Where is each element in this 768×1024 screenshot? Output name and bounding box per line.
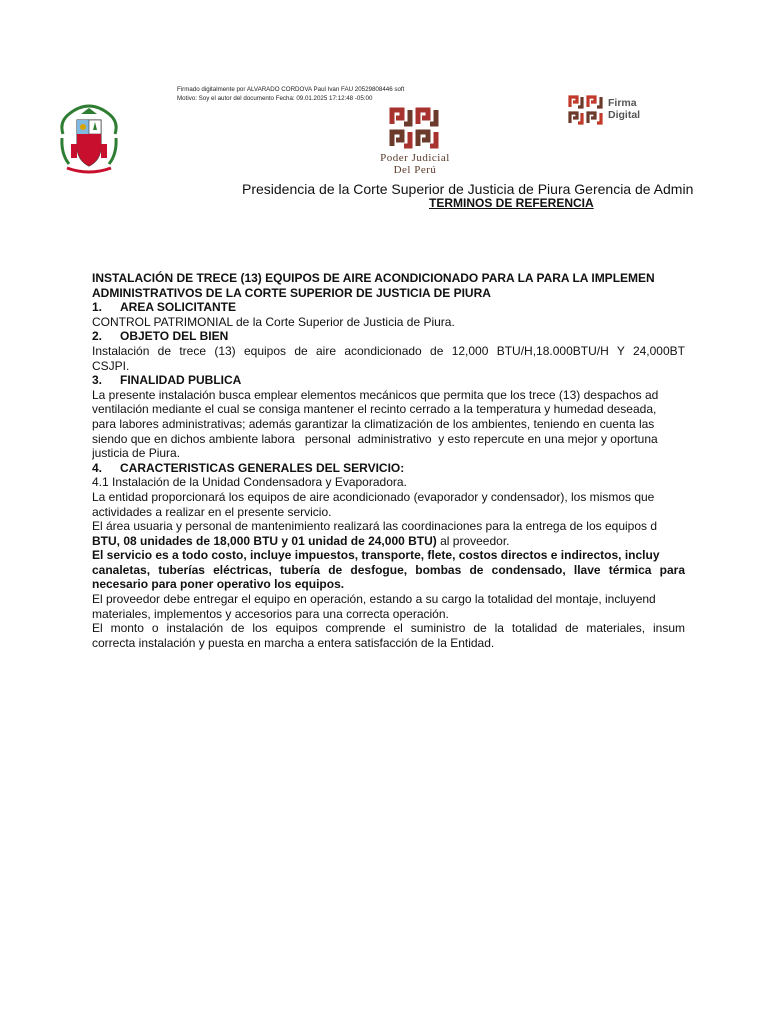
- fd-wordmark-line1: Firma: [608, 97, 637, 109]
- paragraph-2-line-2: [92, 534, 685, 549]
- paragraph-3-line-3: necesario para poner operativo los equipos.: [92, 577, 345, 592]
- paragraph-5-line-2: correcta instalación y puesta en marcha a entera satisfacción de la Entidad.: [92, 635, 495, 650]
- section-3-line-5: justicia de Piura.: [92, 446, 181, 461]
- poder-judicial-logo-icon: [388, 106, 440, 150]
- document-title: TERMINOS DE REFERENCIA: [429, 196, 594, 210]
- paragraph-4-line-2: materiales, implementos y accesorios para una correcta operación.: [92, 606, 449, 621]
- section-title: FINALIDAD PUBLICA: [120, 373, 242, 388]
- section-heading-3: [92, 373, 685, 388]
- paragraph-1-line-1: La entidad proporcionará los equipos de aire acondicionado (evaporador y condensador), los mismos que: [92, 489, 655, 504]
- section-3-line-3: para labores administrativas; además garantizar la climatización de los ambientes, teniendo en cuenta las: [92, 416, 655, 431]
- document-body: [92, 271, 685, 650]
- section-heading-1: [92, 300, 685, 315]
- paragraph-2-line-1: El área usuaria y personal de mantenimiento realizará las coordinaciones para la entrega de los equipos d: [92, 519, 658, 534]
- subsection-4-1: 4.1 Instalación de la Unidad Condensadora y Evaporadora.: [92, 475, 407, 490]
- subject-title-line-2: ADMINISTRATIVOS DE LA CORTE SUPERIOR DE JUSTICIA DE PIURA: [92, 285, 491, 300]
- institution-header: Presidencia de la Corte Superior de Justicia de Piura Gerencia de Admin: [242, 181, 694, 197]
- section-number: 1.: [92, 300, 103, 315]
- pj-wordmark-line2: Del Perú: [393, 164, 437, 176]
- paragraph-3-line-1: El servicio es a todo costo, incluye impuestos, transporte, flete, costos directos e indirectos, incluy: [92, 548, 660, 563]
- fd-wordmark-line2: Digital: [608, 109, 641, 121]
- paragraph-4-line-1: El proveedor debe entregar el equipo en operación, estando a su cargo la totalidad del montaje, incluyend: [92, 592, 656, 607]
- section-2-line-2: CSJPI.: [92, 358, 130, 373]
- pj-wordmark-line1: Poder Judicial: [380, 152, 450, 164]
- section-title: AREA SOLICITANTE: [120, 300, 236, 315]
- section-2-line-1: Instalación de trece (13) equipos de aire acondicionado de 12,000 BTU/H,18.000BTU/H Y 24,000BT: [92, 343, 685, 358]
- signature-line-2: Motivo: Soy el autor del documento Fecha: 09.01.2025 17:12:48 -05:00: [177, 94, 373, 102]
- paragraph-5-line-1: El monto o instalación de los equipos comprende el suministro de la totalidad de materiales, insum: [92, 621, 685, 636]
- firma-digital-logo-icon: [568, 94, 604, 126]
- section-3-line-1: La presente instalación busca emplear elementos mecánicos que permita que los trece (13) despachos ad: [92, 387, 659, 402]
- section-3-line-4: siendo que en dichos ambiente labora personal administrativo y esto repercute en una mejor y oportuna: [92, 431, 658, 446]
- firma-digital-wordmark: [608, 97, 640, 121]
- peru-coat-of-arms-icon: [57, 104, 121, 176]
- section-title: CARACTERISTICAS GENERALES DEL SERVICIO:: [120, 460, 405, 475]
- paragraph-1-line-2: actividades a realizar en el presente servicio.: [92, 504, 332, 519]
- section-1-text: CONTROL PATRIMONIAL de la Corte Superior de Justicia de Piura.: [92, 314, 455, 329]
- subject-title-line-1: INSTALACIÓN DE TRECE (13) EQUIPOS DE AIRE ACONDICIONADO PARA LA PARA LA IMPLEMEN: [92, 271, 655, 285]
- section-3-line-2: ventilación mediante el cual se consiga mantener el recinto cerrado a la temperatura y humedad deseada,: [92, 402, 657, 417]
- section-heading-4: [92, 461, 685, 476]
- section-heading-2: [92, 329, 685, 344]
- paragraph-2-bold-units: BTU, 08 unidades de 18,000 BTU y 01 unidad de 24,000 BTU): [92, 533, 437, 548]
- signature-line-1: Firmado digitalmente por ALVARADO CORDOVA Paul Ivan FAU 20529808446 soft: [177, 86, 405, 93]
- paragraph-2-rest: al proveedor.: [436, 533, 510, 548]
- section-number: 3.: [92, 373, 103, 388]
- section-number: 4.: [92, 460, 103, 475]
- paragraph-3-line-2: canaletas, tuberías eléctricas, tubería de desfogue, bombas de condensado, llave térmica para: [92, 562, 685, 577]
- section-number: 2.: [92, 329, 103, 344]
- section-title: OBJETO DEL BIEN: [120, 329, 229, 344]
- poder-judicial-wordmark: [370, 152, 460, 176]
- digital-signature-note: [177, 86, 404, 103]
